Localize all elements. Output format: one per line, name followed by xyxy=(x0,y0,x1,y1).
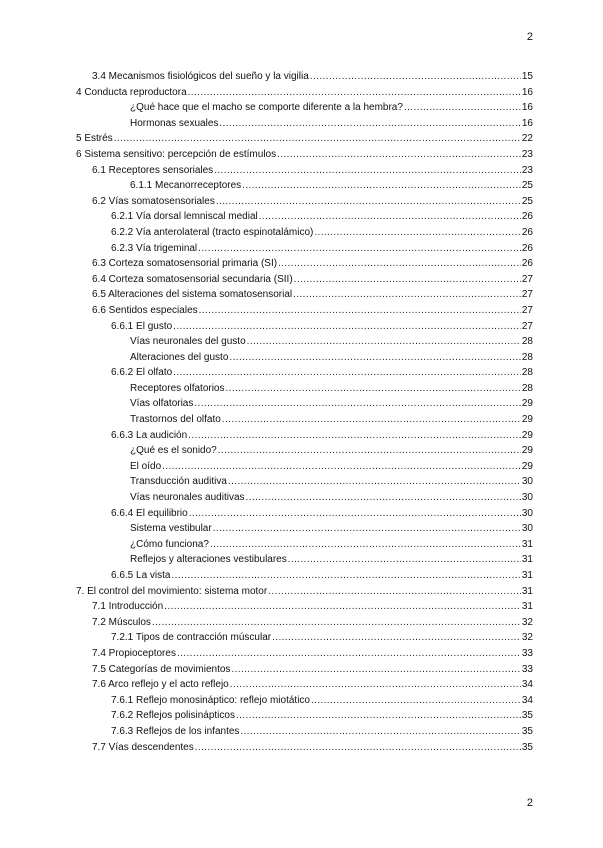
toc-entry[interactable] xyxy=(0,474,603,490)
toc-entry[interactable] xyxy=(0,412,603,428)
toc-dot-leader xyxy=(404,100,521,116)
toc-entry-page: 16 xyxy=(521,102,533,114)
toc-entry-title[interactable]: 6.2.2 Vía anterolateral (tracto espinotalámico) xyxy=(111,226,314,238)
toc-entry[interactable] xyxy=(0,287,603,303)
toc-entry[interactable] xyxy=(0,459,603,475)
toc-entry-title[interactable]: ¿Qué hace que el macho se comporte diferente a la hembra? xyxy=(130,102,403,114)
toc-dot-leader xyxy=(259,209,521,225)
toc-dot-leader xyxy=(242,178,521,194)
toc-entry-page: 30 xyxy=(521,523,533,535)
toc-dot-leader xyxy=(278,256,521,272)
toc-entry[interactable] xyxy=(0,131,603,147)
page-number-bottom: 2 xyxy=(526,797,533,809)
toc-entry-title[interactable]: 6.5 Alteraciones del sistema somatosensorial xyxy=(92,289,293,301)
toc-entry-page: 34 xyxy=(521,694,533,706)
toc-dot-leader xyxy=(293,287,521,303)
toc-entry[interactable] xyxy=(0,69,603,85)
toc-entry-title[interactable]: 7.1 Introducción xyxy=(92,601,164,613)
toc-dot-leader xyxy=(236,708,521,724)
toc-entry-title[interactable]: 6.2 Vías somatosensoriales xyxy=(92,195,215,207)
toc-entry[interactable] xyxy=(0,225,603,241)
toc-entry-title[interactable]: ¿Cómo funciona? xyxy=(130,538,209,550)
toc-entry-title[interactable]: Reflejos y alteraciones vestibulares xyxy=(130,554,287,566)
toc-dot-leader xyxy=(310,69,521,85)
toc-entry-title[interactable]: ¿Qué es el sonido? xyxy=(130,445,217,457)
toc-dot-leader xyxy=(226,381,521,397)
toc-entry-title[interactable]: Trastornos del olfato xyxy=(130,414,221,426)
toc-dot-leader xyxy=(268,584,521,600)
toc-entry-page: 16 xyxy=(521,86,533,98)
toc-dot-leader xyxy=(213,521,521,537)
toc-entry-page: 22 xyxy=(521,133,533,145)
toc-entry-title[interactable]: 7.2 Músculos xyxy=(92,616,151,628)
toc-dot-leader xyxy=(199,303,521,319)
toc-entry-page: 33 xyxy=(521,663,533,675)
toc-entry-title[interactable]: Receptores olfatorios xyxy=(130,382,225,394)
toc-dot-leader xyxy=(222,412,521,428)
toc-entry-title[interactable]: 7.2.1 Tipos de contracción múscular xyxy=(111,632,272,644)
toc-entry-title[interactable]: 6 Sistema sensitivo: percepción de estímulos xyxy=(76,148,277,160)
toc-entry[interactable] xyxy=(0,272,603,288)
toc-entry-page: 30 xyxy=(521,507,533,519)
toc-entry-title[interactable]: 6.6.4 El equilibrio xyxy=(111,507,188,519)
toc-dot-leader xyxy=(177,646,521,662)
toc-dot-leader xyxy=(219,116,521,132)
toc-entry-page: 29 xyxy=(521,414,533,426)
toc-entry-title[interactable]: 6.2.1 Vía dorsal lemniscal medial xyxy=(111,211,258,223)
toc-entry[interactable] xyxy=(0,334,603,350)
toc-dot-leader xyxy=(189,506,521,522)
toc-entry[interactable] xyxy=(0,615,603,631)
toc-dot-leader xyxy=(311,693,521,709)
toc-entry-title[interactable]: 6.1.1 Mecanorreceptores xyxy=(130,180,242,192)
toc-entry-page: 28 xyxy=(521,382,533,394)
toc-entry[interactable] xyxy=(0,319,603,335)
page-number-top: 2 xyxy=(526,31,533,43)
toc-entry-title[interactable]: El oído xyxy=(130,460,162,472)
toc-entry-page: 32 xyxy=(521,632,533,644)
toc-dot-leader xyxy=(114,131,521,147)
toc-entry[interactable] xyxy=(0,85,603,101)
toc-entry-title[interactable]: Sistema vestibular xyxy=(130,523,212,535)
toc-entry[interactable] xyxy=(0,381,603,397)
toc-entry-page: 28 xyxy=(521,351,533,363)
toc-entry-page: 30 xyxy=(521,476,533,488)
toc-dot-leader xyxy=(294,272,521,288)
toc-entry[interactable] xyxy=(0,100,603,116)
toc-entry-page: 25 xyxy=(521,180,533,192)
toc-entry-page: 27 xyxy=(521,273,533,285)
toc-dot-leader xyxy=(173,365,521,381)
toc-entry-page: 26 xyxy=(521,211,533,223)
toc-entry[interactable] xyxy=(0,147,603,163)
toc-dot-leader xyxy=(210,537,521,553)
toc-entry-title[interactable]: 7.6.2 Reflejos polisinápticos xyxy=(111,710,235,722)
toc-entry-page: 28 xyxy=(521,336,533,348)
toc-entry[interactable] xyxy=(0,506,603,522)
toc-entry-page: 35 xyxy=(521,725,533,737)
toc-entry[interactable] xyxy=(0,490,603,506)
toc-entry-title[interactable]: 6.6.3 La audición xyxy=(111,429,188,441)
toc-entry[interactable] xyxy=(0,303,603,319)
toc-entry[interactable] xyxy=(0,552,603,568)
toc-entry-page: 28 xyxy=(521,367,533,379)
toc-entry[interactable] xyxy=(0,568,603,584)
toc-entry-title[interactable]: 7.7 Vías descendentes xyxy=(92,741,194,753)
toc-entry-title[interactable]: 6.2.3 Vía trigeminal xyxy=(111,242,198,254)
toc-entry-page: 26 xyxy=(521,258,533,270)
toc-entry-title[interactable]: 7.6.3 Reflejos de los infantes xyxy=(111,725,240,737)
toc-entry[interactable] xyxy=(0,537,603,553)
toc-entry[interactable] xyxy=(0,740,603,756)
toc-entry[interactable] xyxy=(0,178,603,194)
toc-entry[interactable] xyxy=(0,396,603,412)
toc-entry-title[interactable]: 6.6.2 El olfato xyxy=(111,367,173,379)
toc-entry[interactable] xyxy=(0,428,603,444)
toc-entry-title[interactable]: 6.6.1 El gusto xyxy=(111,320,173,332)
toc-entry-page: 16 xyxy=(521,117,533,129)
toc-entry-page: 31 xyxy=(521,601,533,613)
toc-entry-page: 31 xyxy=(521,585,533,597)
toc-entry-title[interactable]: Alteraciones del gusto xyxy=(130,351,229,363)
toc-dot-leader xyxy=(272,630,521,646)
toc-entry-page: 15 xyxy=(521,71,533,82)
toc-entry-page: 31 xyxy=(521,570,533,581)
toc-entry-title[interactable]: Vías neuronales del gusto xyxy=(130,336,246,348)
toc-dot-leader xyxy=(216,194,521,210)
toc-entry[interactable] xyxy=(0,350,603,366)
toc-dot-leader xyxy=(218,443,521,459)
toc-dot-leader xyxy=(228,474,521,490)
toc-entry-title[interactable]: 3.4 Mecanismos fisiológicos del sueño y la vigilia xyxy=(92,71,309,82)
toc-entry-page: 31 xyxy=(521,538,533,550)
toc-dot-leader xyxy=(214,163,521,179)
toc-entry[interactable] xyxy=(0,708,603,724)
toc-dot-leader xyxy=(230,677,521,693)
toc-entry-page: 27 xyxy=(521,304,533,316)
toc-entry[interactable] xyxy=(0,724,603,740)
toc-entry-page: 25 xyxy=(521,195,533,207)
toc-entry-page: 29 xyxy=(521,460,533,472)
toc-dot-leader xyxy=(194,396,521,412)
toc-entry-title[interactable]: 7.6 Arco reflejo y el acto reflejo xyxy=(92,679,229,691)
toc-entry[interactable] xyxy=(0,194,603,210)
toc-entry[interactable] xyxy=(0,256,603,272)
toc-entry-title[interactable]: Transducción auditiva xyxy=(130,476,227,488)
table-of-contents xyxy=(0,69,603,755)
toc-entry-title[interactable]: 6.1 Receptores sensoriales xyxy=(92,164,214,176)
toc-entry-title[interactable]: 6.4 Corteza somatosensorial secundaria (SII) xyxy=(92,273,293,285)
toc-entry[interactable] xyxy=(0,209,603,225)
toc-entry-page: 23 xyxy=(521,164,533,176)
toc-dot-leader xyxy=(240,724,520,740)
toc-entry-page: 33 xyxy=(521,647,533,659)
toc-entry[interactable] xyxy=(0,584,603,600)
toc-entry[interactable] xyxy=(0,662,603,678)
toc-entry-title[interactable]: 7. El control del movimiento: sistema motor xyxy=(76,585,268,597)
toc-dot-leader xyxy=(314,225,521,241)
toc-entry-page: 31 xyxy=(521,554,533,566)
toc-dot-leader xyxy=(231,662,520,678)
toc-entry[interactable] xyxy=(0,599,603,615)
toc-dot-leader xyxy=(188,428,521,444)
toc-entry[interactable] xyxy=(0,693,603,709)
toc-entry-title[interactable]: 4 Conducta reproductora xyxy=(76,86,187,98)
toc-entry-title[interactable]: 7.5 Categorías de movimientos xyxy=(92,663,231,675)
toc-dot-leader xyxy=(198,241,521,257)
toc-entry-page: 26 xyxy=(521,242,533,254)
toc-entry[interactable] xyxy=(0,241,603,257)
toc-entry-page: 29 xyxy=(521,445,533,457)
toc-entry-page: 35 xyxy=(521,710,533,722)
toc-entry-title[interactable]: Hormonas sexuales xyxy=(130,117,219,129)
toc-entry[interactable] xyxy=(0,521,603,537)
toc-entry-page: 30 xyxy=(521,492,533,504)
toc-dot-leader xyxy=(195,740,521,756)
toc-entry[interactable] xyxy=(0,443,603,459)
toc-entry-page: 32 xyxy=(521,616,533,628)
toc-entry-title[interactable]: 7.4 Propioceptores xyxy=(92,647,176,659)
toc-entry-page: 34 xyxy=(521,679,533,691)
toc-entry[interactable] xyxy=(0,646,603,662)
toc-dot-leader xyxy=(288,552,521,568)
toc-dot-leader xyxy=(246,490,521,506)
toc-dot-leader xyxy=(173,319,521,335)
toc-entry-page: 29 xyxy=(521,398,533,410)
toc-dot-leader xyxy=(188,85,521,101)
toc-entry[interactable] xyxy=(0,365,603,381)
toc-entry-title[interactable]: 6.6 Sentidos especiales xyxy=(92,304,198,316)
toc-entry-page: 27 xyxy=(521,320,533,332)
toc-entry[interactable] xyxy=(0,163,603,179)
toc-dot-leader xyxy=(164,599,521,615)
toc-dot-leader xyxy=(171,568,520,584)
toc-dot-leader xyxy=(152,615,521,631)
toc-entry[interactable] xyxy=(0,677,603,693)
toc-entry-page: 26 xyxy=(521,226,533,238)
toc-dot-leader xyxy=(247,334,521,350)
toc-entry-page: 29 xyxy=(521,429,533,441)
toc-entry-title[interactable]: Vías neuronales auditivas xyxy=(130,492,245,504)
toc-entry-page: 35 xyxy=(521,741,533,753)
toc-entry-title[interactable]: Vías olfatorias xyxy=(130,398,194,410)
toc-dot-leader xyxy=(162,459,521,475)
toc-entry-page: 23 xyxy=(521,148,533,160)
toc-entry-title[interactable]: 6.3 Corteza somatosensorial primaria (SI) xyxy=(92,258,278,270)
toc-entry-title[interactable]: 7.6.1 Reflejo monosináptico: reflejo miotático xyxy=(111,694,310,706)
toc-entry[interactable] xyxy=(0,630,603,646)
toc-entry[interactable] xyxy=(0,116,603,132)
toc-entry-page: 27 xyxy=(521,289,533,301)
toc-entry-title[interactable]: 6.6.5 La vista xyxy=(111,570,171,581)
toc-dot-leader xyxy=(277,147,521,163)
toc-entry-title[interactable]: 5 Estrés xyxy=(76,133,113,145)
toc-dot-leader xyxy=(229,350,520,366)
